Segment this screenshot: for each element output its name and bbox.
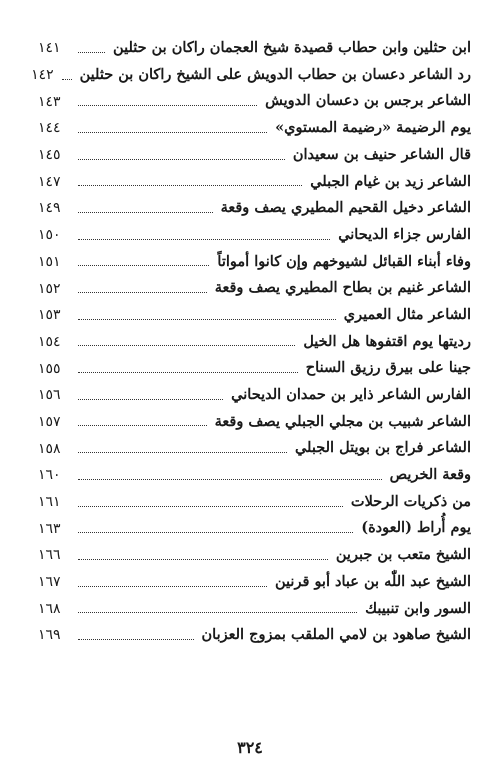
- dot-leader: [78, 212, 213, 213]
- entry-title: الشاعر فراج بن بويتل الجبلي: [294, 439, 471, 457]
- entry-title: الشيخ عبد اللّٰه بن عباد أبو قرنين: [275, 572, 471, 590]
- entry-page-number: ١٦٣: [38, 520, 61, 537]
- dot-leader: [78, 586, 267, 587]
- entry-title: وفاء أبناء القبائل لشيوخهم وإن كانوا أمواتاً: [217, 252, 471, 270]
- entry-title: الشاعر دخيل القحيم المطيري يصف وقعة: [220, 199, 471, 217]
- toc-entry: [38, 435, 471, 462]
- toc-entry: [38, 302, 471, 329]
- entry-page-number: ١٥٨: [38, 440, 61, 457]
- dot-leader: [78, 292, 207, 293]
- dot-leader: [78, 399, 223, 400]
- entry-title: الفارس جزاء الديحاني: [338, 225, 471, 243]
- dot-leader: [78, 185, 302, 186]
- entry-title: الشاعر برجس بن دعسان الدويش: [265, 92, 471, 110]
- entry-page-number: ١٤٥: [38, 147, 61, 164]
- toc-entry: [38, 195, 471, 222]
- toc-entry: [38, 168, 471, 195]
- toc-entry: [38, 409, 471, 436]
- dot-leader: [78, 612, 357, 613]
- toc-entry: [38, 249, 471, 276]
- page-number: ٣٢٤: [237, 738, 263, 757]
- toc-entry: [38, 115, 471, 142]
- dot-leader: [78, 132, 267, 133]
- entry-page-number: ١٤٣: [38, 93, 61, 110]
- toc-entry: [38, 515, 471, 542]
- entry-page-number: ١٦٩: [38, 627, 61, 644]
- entry-page-number: ١٤٩: [38, 200, 61, 217]
- entry-title: الشيخ متعب بن جبرين: [335, 546, 471, 564]
- entry-title: جينا على بيرق رزيق السناح: [305, 359, 471, 377]
- entry-title: الشيخ صاهود بن لامي الملقب بمزوج العزبان: [201, 626, 471, 644]
- entry-page-number: ١٥٧: [38, 413, 61, 430]
- dot-leader: [78, 52, 105, 53]
- entry-page-number: ١٥١: [38, 253, 61, 270]
- entry-title: الفارس الشاعر ذاير بن حمدان الديحاني: [231, 386, 471, 404]
- toc-entry: [38, 595, 471, 622]
- toc-entry: [38, 275, 471, 302]
- toc-entry: [38, 382, 471, 409]
- toc-entry: [38, 329, 471, 356]
- entry-title: الشاعر مثال العميري: [343, 305, 471, 323]
- entry-page-number: ١٦٠: [38, 467, 61, 484]
- entry-page-number: ١٦٨: [38, 600, 61, 617]
- entry-page-number: ١٥٣: [38, 307, 61, 324]
- entry-title: الشاعر غنيم بن بطاح المطيري يصف وقعة: [214, 279, 471, 297]
- entry-page-number: ١٦١: [38, 494, 61, 511]
- toc-entry: [38, 142, 471, 169]
- toc-entry: [38, 355, 471, 382]
- dot-leader: [78, 452, 287, 453]
- entry-page-number: ١٦٦: [38, 547, 61, 564]
- entry-page-number: ١٤٧: [38, 173, 61, 190]
- entry-title: الشاعر زيد بن غيام الجبلي: [310, 172, 471, 190]
- entry-page-number: ١٥٠: [38, 227, 61, 244]
- entry-title: قال الشاعر حنيف بن سعيدان: [292, 145, 471, 163]
- entry-title: ابن حثلين وابن حطاب قصيدة شيخ العجمان راكان بن حثلين: [113, 39, 471, 57]
- toc-entry: [31, 62, 471, 89]
- entry-page-number: ١٦٧: [38, 574, 61, 591]
- dot-leader: [78, 239, 330, 240]
- dot-leader: [78, 506, 343, 507]
- entry-page-number: ١٥٥: [38, 360, 61, 377]
- toc-entry: [38, 542, 471, 569]
- toc-entry: [38, 622, 471, 649]
- dot-leader: [78, 319, 336, 320]
- toc-entry: [38, 222, 471, 249]
- dot-leader: [62, 79, 72, 80]
- entry-title: يوم الرضيمة «رضيمة المستوي»: [275, 119, 471, 137]
- dot-leader: [78, 159, 285, 160]
- toc-entry: [38, 35, 471, 62]
- entry-page-number: ١٥٦: [38, 387, 61, 404]
- entry-title: من ذكريات الرحلات: [350, 492, 471, 510]
- toc-entry: [38, 489, 471, 516]
- dot-leader: [78, 532, 353, 533]
- entry-page-number: ١٥٤: [38, 333, 61, 350]
- dot-leader: [78, 559, 328, 560]
- entry-title: رد الشاعر دعسان بن حطاب الدويش على الشيخ راكان بن حثلين: [79, 65, 471, 83]
- toc-entry: [38, 88, 471, 115]
- entry-page-number: ١٥٢: [38, 280, 61, 297]
- entry-page-number: ١٤١: [38, 40, 61, 57]
- dot-leader: [78, 105, 257, 106]
- dot-leader: [78, 345, 295, 346]
- toc-entry: [38, 462, 471, 489]
- entry-page-number: ١٤٤: [38, 120, 61, 137]
- table-of-contents: [31, 35, 471, 649]
- dot-leader: [78, 265, 209, 266]
- entry-title: الشاعر شبيب بن مجلي الجبلي يصف وقعة: [214, 412, 471, 430]
- entry-title: السور وابن تنبيبك: [365, 599, 471, 617]
- entry-title: يوم أُراط (العودة): [361, 519, 471, 537]
- dot-leader: [78, 425, 207, 426]
- dot-leader: [78, 479, 382, 480]
- dot-leader: [78, 639, 194, 640]
- toc-entry: [38, 569, 471, 596]
- entry-title: وقعة الخريص: [389, 466, 471, 484]
- entry-page-number: ١٤٢: [31, 67, 54, 84]
- entry-title: رديتها يوم اقتفوها هل الخيل: [303, 332, 471, 350]
- dot-leader: [78, 372, 298, 373]
